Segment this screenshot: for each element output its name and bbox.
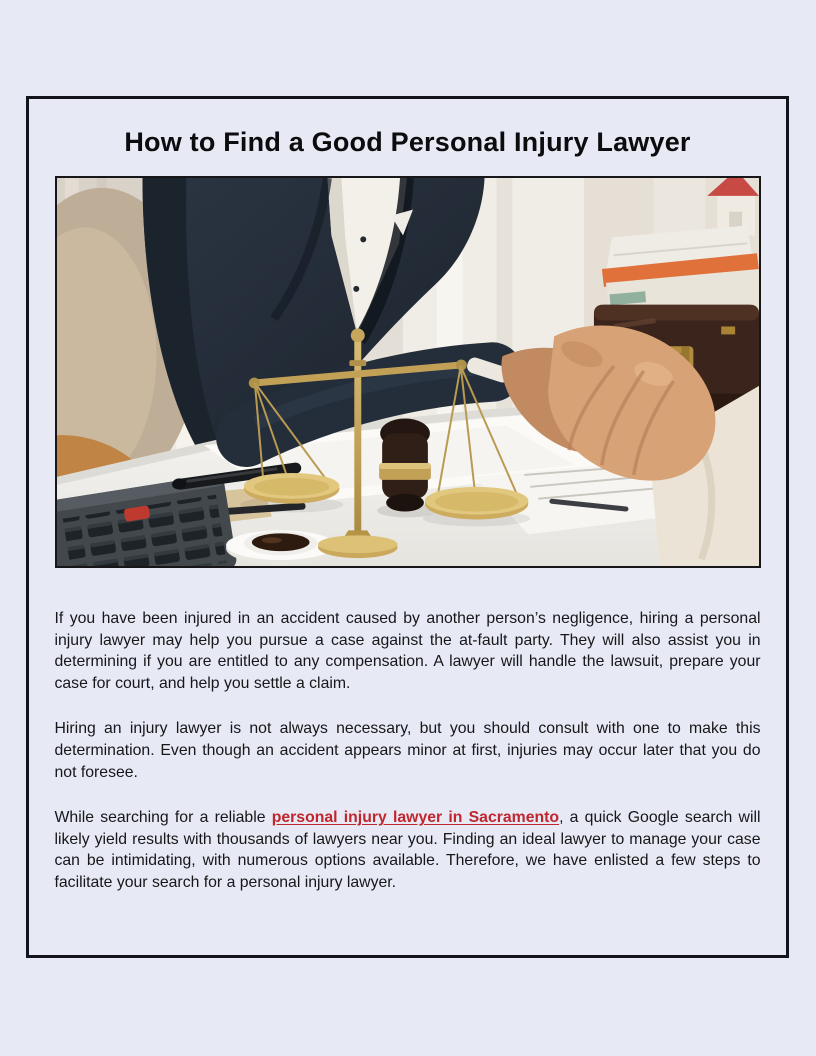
paragraph-3 <box>55 807 761 893</box>
lawyer-handshake-illustration <box>57 178 759 566</box>
sacramento-lawyer-link[interactable]: personal injury lawyer in Sacramento <box>271 809 560 827</box>
paragraph-2: Hiring an injury lawyer is not always necessary, but you should consult with one to make this determination. Even though an accident appears minor at first, injuries may occur later that you do not foresee. <box>54 720 761 781</box>
paragraph-1: If you have been injured in an accident caused by another person’s negligence, hiring a personal injury lawyer may help you pursue a case against the at-fault party. They will also assist you in determining if you are entitled to any compensation. A lawyer will handle the lawsuit, prepare your case for court, and help you settle a claim. <box>54 610 761 692</box>
content-frame <box>26 96 789 958</box>
paragraph-3-before-link: While searching for a reliable <box>54 809 272 827</box>
paragraph-3-after-link: , a quick Google search will likely yield results with thousands of lawyers near you. Finding an ideal lawyer to manage your case can be intimidating, with numerous options available. Therefore, we have enlisted a few steps to facilitate your search for a personal injury lawyer. <box>54 809 761 891</box>
article-photo <box>55 176 761 568</box>
article-title: How to Find a Good Personal Injury Lawyer <box>124 127 691 157</box>
